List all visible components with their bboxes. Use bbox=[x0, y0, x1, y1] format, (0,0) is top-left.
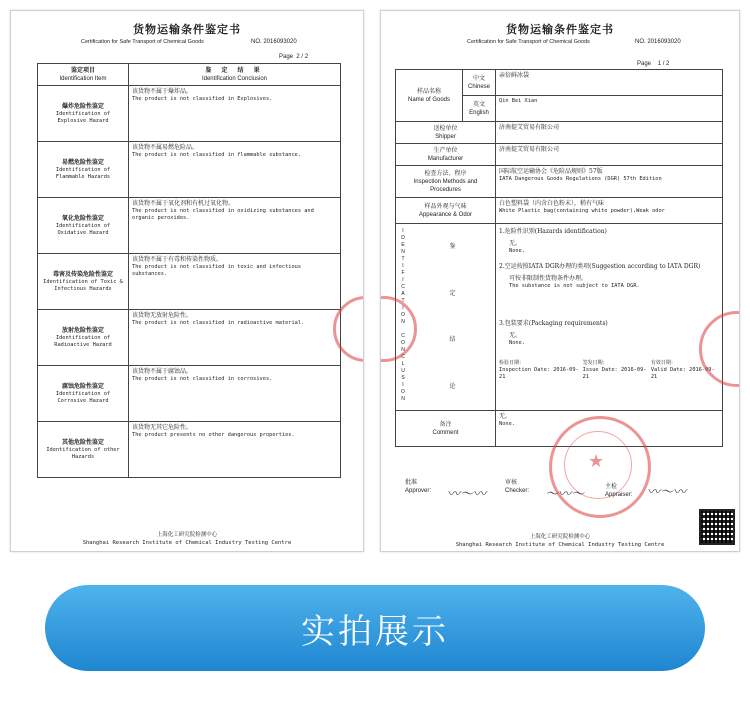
page-indicator: Page 1 / 2 bbox=[637, 61, 670, 67]
shipper-value: 济南提艾贸易有限公司 bbox=[496, 122, 723, 144]
footer: 上海化工研究院检测中心 Shanghai Research Institute of Chemical Industry Testing Centre bbox=[82, 532, 292, 546]
banner-text: 实拍展示 bbox=[301, 611, 449, 652]
table-row: 腐蚀危险性鉴定 Identification of Corrosive Hazard 该货物不属于腐蚀品。 The product is not classified in corrosives. bbox=[38, 366, 341, 422]
certificate-number: NO. 2016093020 bbox=[635, 39, 681, 45]
document-title-cn: 货物运输条件鉴定书 bbox=[506, 23, 614, 36]
checker-signature: 〜〰〜 bbox=[545, 487, 585, 502]
table-header-row bbox=[38, 64, 341, 86]
certificate-page-1: 货物运输条件鉴定书 Certification for Safe Transport of Chemical Goods NO. 2016093020 Page 1 / 2 样品名称 Name of Goods 中文 Chinese 亲倍鲜冰袋 英文 English Qin Bei Xian 送检单位 Shipper 济南提艾贸易有限公司 生产单位 Manufacturer 济南提艾贸易有限公司 检查方法、程序 Inspection Methods and Procedures 国际航空运输协会《危险品规则》57版 IATA Dangerous Goods Regulations (DGR) 57th Edition 样品外观与气味 Appearance & Odor 白色塑料袋（内含白色粉末），稍有气味 White Plastic bag(containing white powder),Weak odor I D E N T I F I C A T I O N C O N C L U S I O N 鉴 定 结 论 1.危险性识别(Hazards identification) 无。 None. 2.空运按照IATA DGR办理的类项(Suggestion according to IATA DGR) 可按非限制性货物条件办理。 The substance is not subject to IATA DGR. 3.包装要求(Packaging requirements) 无。 None. 检验日期： Inspection Date: 2016-09-21 签发日期： Issue Date: 2016-09-21 有效日期： Valid Date: 2016-09-21 备注 Comment 无。 None. ★ 批准 Approver: 〰〜〰 审核 Checker: 〜〰〜 主检 Appraiser: 〰〜〰 上海化工研究院检测中心 Shanghai Research Institute of Chemical Industry Testing Centre bbox=[380, 10, 740, 552]
table-row: 易燃危险性鉴定 Identification of Flammable Hazards 该货物不属易燃危险品。 The product is not classified in flammable substance. bbox=[38, 142, 341, 198]
photo-display-banner bbox=[45, 585, 705, 671]
manufacturer-value: 济南提艾贸易有限公司 bbox=[496, 144, 723, 166]
identification-conclusion: 1.危险性识别(Hazards identification) 无。 None. 2.空运按照IATA DGR办理的类项(Suggestion according to IATA DGR) 可按非限制性货物条件办理。 The substance is not subject to IATA DGR. 3.包装要求(Packaging requirements) 无。 None. 检验日期： Inspection Date: 2016-09-21 签发日期： Issue Date: 2016-09-21 有效日期： Valid Date: 2016-09-21 bbox=[496, 224, 723, 411]
approver-signature: 〰〜〰 bbox=[447, 487, 487, 502]
header-item: 鉴定项目 Identification Item bbox=[38, 64, 129, 86]
goods-info-table: 样品名称 Name of Goods 中文 Chinese 亲倍鲜冰袋 英文 English Qin Bei Xian 送检单位 Shipper 济南提艾贸易有限公司 生产单位 Manufacturer 济南提艾贸易有限公司 检查方法、程序 Inspection Methods and Procedures 国际航空运输协会《危险品规则》57版 IATA Dangerous Goods Regulations (DGR) 57th Edition 样品外观与气味 Appearance & Odor 白色塑料袋（内含白色粉末），稍有气味 White Plastic bag(containing white powder),Weak odor I D E N T I F I C A T I O N C O N C L U S I O N 鉴 定 结 论 1.危险性识别(Hazards identification) 无。 None. 2.空运按照IATA DGR办理的类项(Suggestion according to IATA DGR) 可按非限制性货物条件办理。 The substance is not subject to IATA DGR. 3.包装要求(Packaging requirements) 无。 None. 检验日期： Inspection Date: 2016-09-21 签发日期： Issue Date: 2016-09-21 有效日期： Valid Date: 2016-09-21 备注 Comment 无。 None. bbox=[395, 69, 723, 447]
page-indicator: Page 2 / 2 bbox=[279, 54, 309, 60]
appraiser-signature: 〰〜〰 bbox=[647, 485, 687, 500]
certificate-page-2 bbox=[10, 10, 364, 552]
identification-table bbox=[37, 63, 341, 478]
document-title-cn: 货物运输条件鉴定书 bbox=[133, 23, 241, 36]
footer: 上海化工研究院检测中心 Shanghai Research Institute of Chemical Industry Testing Centre bbox=[455, 534, 665, 548]
document-title-en: Certification for Safe Transport of Chemical Goods bbox=[467, 39, 590, 45]
certificate-number: NO. 2016093020 bbox=[251, 39, 297, 45]
table-row: 其他危险性鉴定 Identification of other Hazards 该货物无其它危险性。 The product presents no other dangerous properties. bbox=[38, 422, 341, 478]
table-row: 氧化危险性鉴定 Identification of Oxidative Hazard 该货物不属于氧化剂和有机过氧化物。 The product is not classified in oxidizing substances and organic peroxides. bbox=[38, 198, 341, 254]
remark-value: 无。 None. bbox=[496, 411, 723, 447]
identification-conclusion-label: I D E N T I F I C A T I O N C O N C L U S I O N 鉴 定 结 论 bbox=[396, 224, 496, 411]
vertical-label: I D E N T I F I C A T I O N C O N C L U S I O N bbox=[401, 228, 405, 402]
table-row: 爆炸危险性鉴定 Identification of Explosive Hazard 该货物不属于爆炸品。 The product is not classified in Explosives. bbox=[38, 86, 341, 142]
dates-row: 检验日期： Inspection Date: 2016-09-21 签发日期： Issue Date: 2016-09-21 有效日期： Valid Date: 2016-09-21 bbox=[499, 360, 715, 380]
table-row: 放射危险性鉴定 Identification of Radioactive Hazard 该货物无放射危险性。 The product is not classified in radioactive material. bbox=[38, 310, 341, 366]
table-row: 毒害及传染危险性鉴定 Identification of Toxic & Infectious Hazards 该货物不属于有毒和传染性物质。 The product is not classified in toxic and infectious substances. bbox=[38, 254, 341, 310]
goods-name-en: Qin Bei Xian bbox=[496, 96, 723, 122]
appearance-value: 白色塑料袋（内含白色粉末），稍有气味 White Plastic bag(containing white powder),Weak odor bbox=[496, 198, 723, 224]
header-conclusion: 鉴 定 结 果 Identification Conclusion bbox=[129, 64, 341, 86]
method-value: 国际航空运输协会《危险品规则》57版 IATA Dangerous Goods Regulations (DGR) 57th Edition bbox=[496, 166, 723, 198]
goods-name-cn: 亲倍鲜冰袋 bbox=[496, 70, 723, 96]
document-title-en: Certification for Safe Transport of Chemical Goods bbox=[81, 39, 204, 45]
goods-name-label: 样品名称 Name of Goods bbox=[396, 70, 463, 122]
seal-star-icon: ★ bbox=[588, 451, 605, 472]
